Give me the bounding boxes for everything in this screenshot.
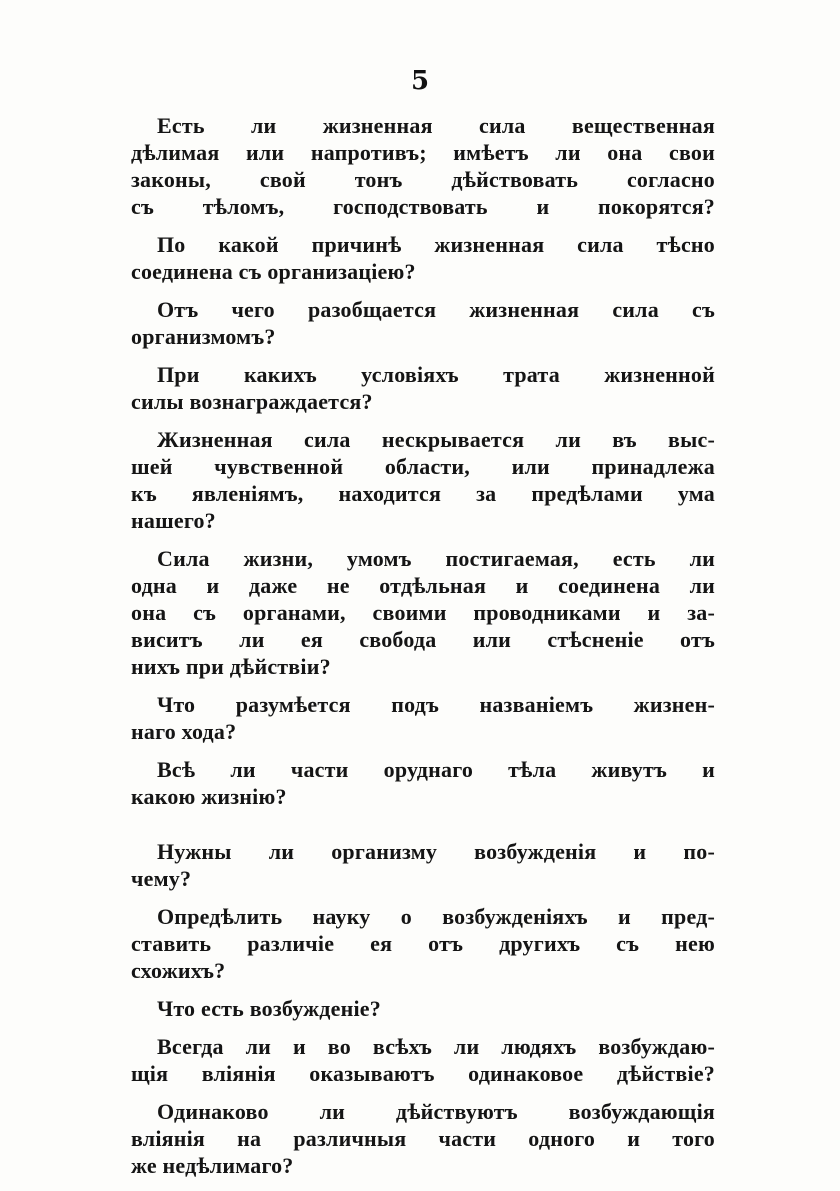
text-line: соединена съ организацiею? [131, 259, 416, 284]
text-line: нашего? [131, 508, 216, 533]
paragraph [131, 903, 715, 984]
text-line: виситъ ли ея свобода или стѣсненiе отъ [131, 627, 715, 652]
text-line: Всѣ ли части оруднаго тѣла живутъ и [157, 757, 715, 782]
text-line: къ явленiямъ, находится за предѣлами ума [131, 481, 715, 506]
text-line: съ тѣломъ, господствовать и покорятся? [131, 194, 715, 219]
text-body [131, 112, 715, 1190]
text-line: Одинаково ли дѣйствуютъ возбуждающiя [157, 1099, 715, 1124]
text-line: Сила жизни, умомъ постигаемая, есть ли [157, 546, 715, 571]
text-line: законы, свой тонъ дѣйствовать согласно [131, 167, 715, 192]
text-line: нихъ при дѣйствiи? [131, 654, 331, 679]
text-line: Отъ чего разобщается жизненная сила съ [157, 297, 715, 322]
text-line: она съ органами, своими проводниками и за- [131, 600, 715, 625]
paragraph [131, 112, 715, 220]
paragraph [131, 756, 715, 810]
page-number: 5 [410, 66, 430, 96]
paragraph [131, 838, 715, 892]
paragraph [131, 296, 715, 350]
text-line: влiянiя на различныя части одного и того [131, 1126, 715, 1151]
paragraph [131, 995, 715, 1022]
text-line: Жизненная сила нескрывается ли въ выс- [157, 427, 715, 452]
text-line: наго хода? [131, 719, 237, 744]
text-line: чему? [131, 866, 192, 891]
text-line: же недѣлимаго? [131, 1153, 294, 1178]
paragraph [131, 361, 715, 415]
paragraph [131, 545, 715, 680]
text-line: какою жизнiю? [131, 784, 287, 809]
text-line: При какихъ условiяхъ трата жизненной [157, 362, 715, 387]
paragraph [131, 231, 715, 285]
text-line: щiя влiянiя оказываютъ одинаковое дѣйствiе? [131, 1061, 715, 1086]
paragraph [131, 426, 715, 534]
text-line: Что разумѣется подъ названiемъ жизнен- [157, 692, 715, 717]
paragraph [131, 691, 715, 745]
text-line: шей чувственной области, или принадлежа [131, 454, 715, 479]
text-line: ставить различiе ея отъ другихъ съ нею [131, 931, 715, 956]
paragraph [131, 1033, 715, 1087]
text-line: Опредѣлить науку о возбужденiяхъ и пред- [157, 904, 715, 929]
text-line: схожихъ? [131, 958, 226, 983]
text-line: Всегда ли и во всѣхъ ли людяхъ возбуждаю- [157, 1034, 715, 1059]
text-line: Есть ли жизненная сила вещественная [157, 113, 715, 138]
text-line: Что есть возбужденiе? [157, 996, 381, 1021]
text-line: Нужны ли организму возбужденiя и по- [157, 839, 715, 864]
text-line: По какой причинѣ жизненная сила тѣсно [157, 232, 715, 257]
text-line: организмомъ? [131, 324, 276, 349]
paragraph [131, 1098, 715, 1179]
text-line: силы вознаграждается? [131, 389, 373, 414]
text-line: одна и даже не отдѣльная и соединена ли [131, 573, 715, 598]
text-line: дѣлимая или напротивъ; имѣетъ ли она свои [131, 140, 715, 165]
